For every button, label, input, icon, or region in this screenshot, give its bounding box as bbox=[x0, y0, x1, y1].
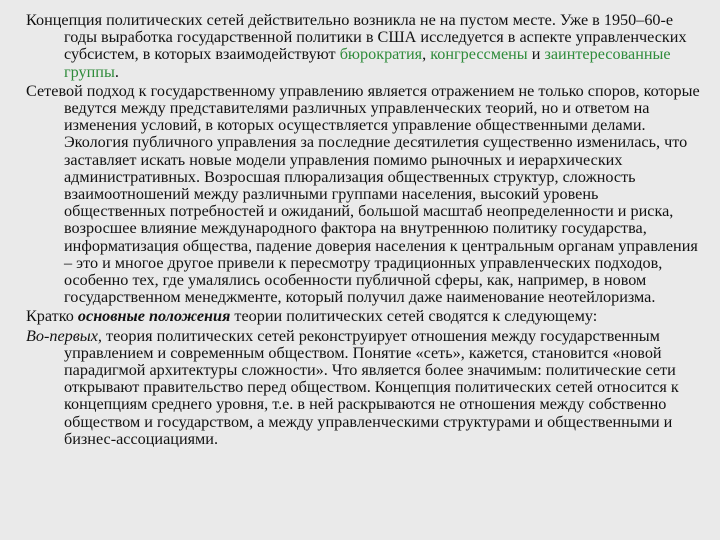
paragraph-3-after: теории политических сетей сводятся к следующему: bbox=[230, 307, 598, 326]
paragraph-3-before: Кратко bbox=[26, 307, 78, 326]
paragraph-1-text: Концепция политических сетей действительно возникла не на пустом месте. Уже в 1950–60-е годы выработка государственной политики в США исследуется в аспекте управленческих субсистем, в которых взаимодействуют bbox=[26, 11, 687, 64]
paragraph-2-text: Сетевой подход к государственному управлению является отражением не только споров, которые ведутся между представителями различных управленческих теорий, но и ответом на изменения условий, в которых осуществляется управление общественными делами. Экология публичного управления за последние десятилетия существенно изменилась, что заставляет искать новые модели управления помимо рыночных и иерархических административных. Возросшая плюрализация общественных структур, сложность взаимоотношений между различными группами населения, высокий уровень общественных потребностей и ожиданий, большой масштаб неопределенности и риска, возросшее влияние международного фактора на внутреннюю политику государства, информатизация общества, падение доверия населения к центральным органам управления – это и многое другое привели к пересмотру традиционных управленческих подходов, особенно тех, где умалялись особенности публичной сферы, как, например, в новом государственном менеджменте, который получил даже наименование неотейлоризма. bbox=[26, 81, 700, 307]
term-bureaucracy: бюрократия bbox=[339, 45, 423, 64]
paragraph-4-text: теория политических сетей реконструирует отношения между государственным управлением и современным обществом. Понятие «сеть», кажется, становится «новой парадигмой архитектуры сложности». Что является более значимым: политические сети открывают правительство перед обществом. Концепция политических сетей относится к концепциям среднего уровня, т.е. в ней раскрываются не отношения между собственно обществом и государством, а между управленческими структурами и общественными и бизнес-ассоциациями. bbox=[64, 326, 679, 448]
paragraph-1 bbox=[26, 12, 702, 81]
paragraph-1-end: . bbox=[114, 62, 119, 81]
separator-1: , bbox=[422, 45, 431, 64]
term-congressmen: конгрессмены bbox=[430, 45, 528, 64]
firstly-lead: Во-первых, bbox=[26, 326, 102, 345]
paragraph-2 bbox=[26, 83, 702, 307]
term-interest-groups: заинтересованные группы bbox=[64, 45, 671, 81]
separator-2: и bbox=[527, 45, 545, 64]
paragraph-4 bbox=[26, 328, 702, 448]
paragraph-3 bbox=[26, 308, 702, 325]
key-provisions-emphasis: основные положения bbox=[77, 307, 231, 326]
